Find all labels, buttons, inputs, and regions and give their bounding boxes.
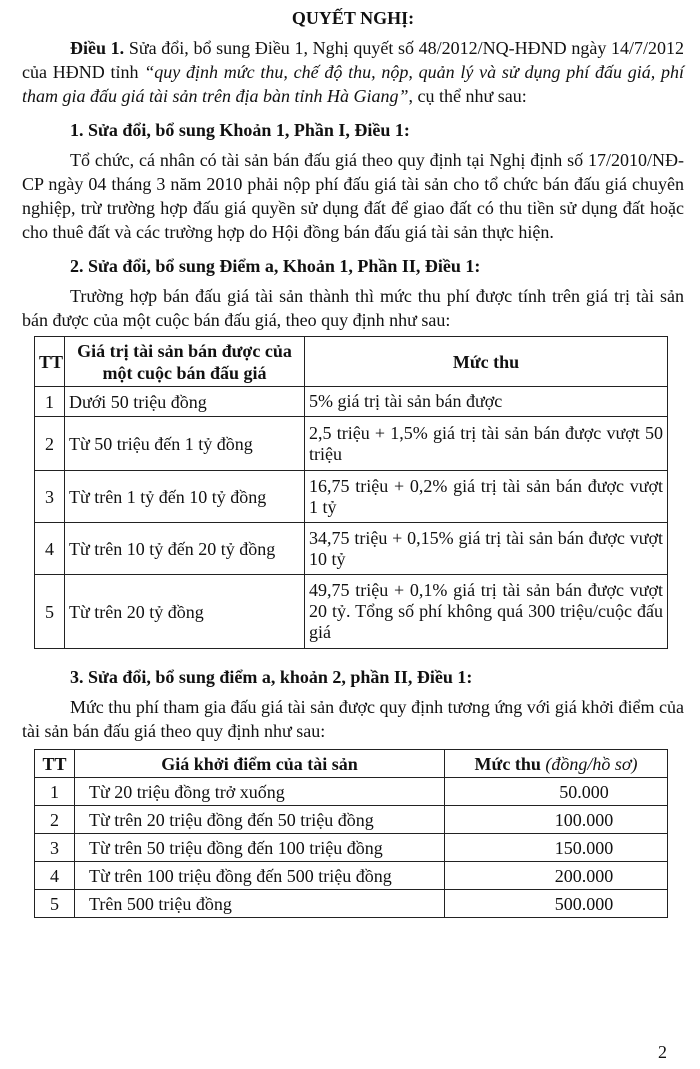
row-fee: 150.000 bbox=[445, 834, 668, 862]
table-row bbox=[35, 575, 668, 649]
header-tt: TT bbox=[35, 337, 65, 387]
participation-fee-table bbox=[34, 749, 668, 918]
page-number: 2 bbox=[658, 1042, 667, 1062]
header-fee bbox=[445, 750, 668, 778]
section-3-heading: 3. Sửa đổi, bổ sung điểm a, khoản 2, phần II, Điều 1: bbox=[70, 667, 473, 687]
section-1-body: Tổ chức, cá nhân có tài sản bán đấu giá theo quy định tại Nghị định số 17/2010/NĐ-CP ngày 04 tháng 3 năm 2010 phải nộp phí đấu giá tài sản cho tổ chức bán đấu giá chuyên nghiệp, trừ trường hợp đấu giá quyền sử dụng đất để giao đất có thu tiền sử dụng đất hoặc cho thuê đất và các trường hợp do Hội đồng bán đấu giá tài sản thực hiện. bbox=[22, 150, 684, 242]
table-header-row bbox=[35, 337, 668, 387]
row-starting-price: Từ trên 20 triệu đồng đến 50 triệu đồng bbox=[75, 806, 445, 834]
row-fee: 5% giá trị tài sản bán được bbox=[305, 387, 668, 417]
header-starting-price: Giá khởi điểm của tài sản bbox=[75, 750, 445, 778]
article-1-text-a: Sửa đổi, bổ sung Điều 1, Nghị quyết số 48/2012/NQ-HĐND ngày 14/7/2012 của HĐND tỉnh bbox=[22, 38, 685, 82]
row-asset-value: Từ 50 triệu đến 1 tỷ đồng bbox=[65, 417, 305, 471]
row-starting-price: Từ trên 100 triệu đồng đến 500 triệu đồng bbox=[75, 862, 445, 890]
table-header-row bbox=[35, 750, 668, 778]
row-fee: 34,75 triệu + 0,15% giá trị tài sản bán được vượt 10 tỷ bbox=[305, 523, 668, 575]
table-row bbox=[35, 471, 668, 523]
row-fee: 49,75 triệu + 0,1% giá trị tài sản bán được vượt 20 tỷ. Tổng số phí không quá 300 triệu/cuộc đấu giá bbox=[305, 575, 668, 649]
table-row bbox=[35, 778, 668, 806]
row-tt: 2 bbox=[35, 417, 65, 471]
row-starting-price: Từ 20 triệu đồng trở xuống bbox=[75, 778, 445, 806]
table-row bbox=[35, 806, 668, 834]
article-1-label: Điều 1. bbox=[70, 38, 125, 58]
header-asset-value: Giá trị tài sản bán được của một cuộc bán đấu giá bbox=[65, 337, 305, 387]
row-tt: 5 bbox=[35, 575, 65, 649]
row-starting-price: Trên 500 triệu đồng bbox=[75, 890, 445, 918]
section-2-heading: 2. Sửa đổi, bổ sung Điểm a, Khoản 1, Phần II, Điều 1: bbox=[70, 256, 481, 276]
row-fee: 100.000 bbox=[445, 806, 668, 834]
row-fee: 200.000 bbox=[445, 862, 668, 890]
row-asset-value: Từ trên 10 tỷ đến 20 tỷ đồng bbox=[65, 523, 305, 575]
auction-fee-table bbox=[34, 336, 668, 649]
row-tt: 1 bbox=[35, 387, 65, 417]
row-fee: 16,75 triệu + 0,2% giá trị tài sản bán được vượt 1 tỷ bbox=[305, 471, 668, 523]
table-row bbox=[35, 417, 668, 471]
article-1-text-b: , cụ thể như sau: bbox=[408, 86, 527, 106]
document-page bbox=[22, 6, 684, 918]
section-3-body: Mức thu phí tham gia đấu giá tài sản được quy định tương ứng với giá khởi điểm của tài sản bán đấu giá theo quy định như sau: bbox=[22, 697, 684, 741]
row-asset-value: Từ trên 1 tỷ đến 10 tỷ đồng bbox=[65, 471, 305, 523]
header-tt: TT bbox=[35, 750, 75, 778]
table-row bbox=[35, 834, 668, 862]
row-starting-price: Từ trên 50 triệu đồng đến 100 triệu đồng bbox=[75, 834, 445, 862]
row-tt: 4 bbox=[35, 862, 75, 890]
row-tt: 5 bbox=[35, 890, 75, 918]
table-row bbox=[35, 387, 668, 417]
table-row bbox=[35, 862, 668, 890]
header-fee: Mức thu bbox=[305, 337, 668, 387]
header-fee-main: Mức thu bbox=[474, 753, 546, 774]
row-asset-value: Dưới 50 triệu đồng bbox=[65, 387, 305, 417]
article-1-paragraph bbox=[22, 36, 684, 108]
section-2-body: Trường hợp bán đấu giá tài sản thành thì mức thu phí được tính trên giá trị tài sản bán được của một cuộc bán đấu giá, theo quy định như sau: bbox=[22, 286, 684, 330]
row-fee: 500.000 bbox=[445, 890, 668, 918]
header-fee-unit: (đồng/hồ sơ) bbox=[545, 753, 638, 774]
document-title: QUYẾT NGHỊ: bbox=[291, 8, 415, 28]
article-1-italic: “quy định mức thu, chế độ thu, nộp, quản lý và sử dụng phí đấu giá, phí tham gia đấu giá tài sản trên địa bàn tỉnh Hà Giang” bbox=[22, 62, 685, 106]
row-tt: 1 bbox=[35, 778, 75, 806]
row-fee: 2,5 triệu + 1,5% giá trị tài sản bán được vượt 50 triệu bbox=[305, 417, 668, 471]
table-row bbox=[35, 890, 668, 918]
table-row bbox=[35, 523, 668, 575]
row-fee: 50.000 bbox=[445, 778, 668, 806]
row-tt: 4 bbox=[35, 523, 65, 575]
row-tt: 3 bbox=[35, 471, 65, 523]
row-tt: 3 bbox=[35, 834, 75, 862]
section-1-heading: 1. Sửa đổi, bổ sung Khoản 1, Phần I, Điều 1: bbox=[70, 120, 410, 140]
row-asset-value: Từ trên 20 tỷ đồng bbox=[65, 575, 305, 649]
row-tt: 2 bbox=[35, 806, 75, 834]
